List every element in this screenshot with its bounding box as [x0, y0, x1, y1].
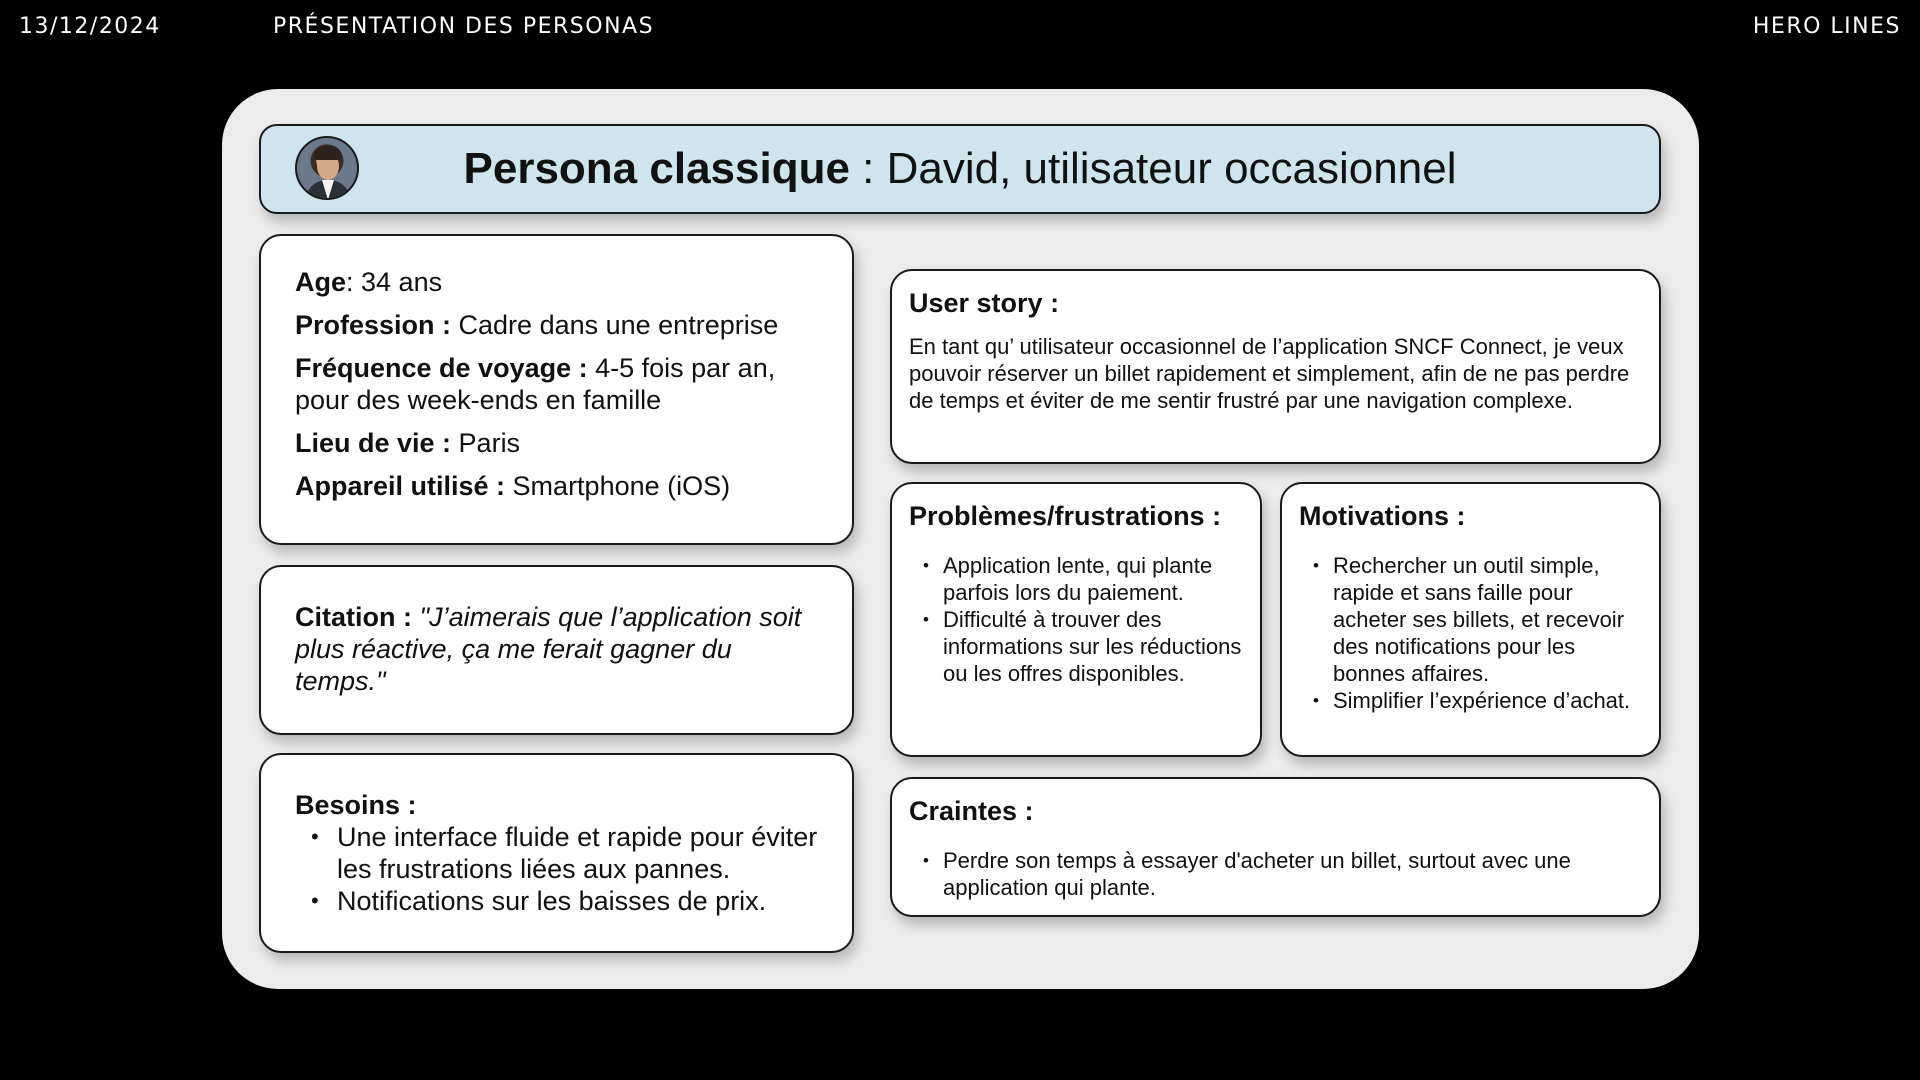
needs-card	[259, 753, 854, 953]
age-line: Age: 34 ans	[295, 267, 443, 297]
brand-name: HERO LINES	[1752, 14, 1901, 39]
list-item: • Perdre son temps à essayer d'acheter un billet, surtout avec une application qui plante.	[923, 847, 1639, 901]
persona-header	[259, 124, 1661, 214]
user-story-text: En tant qu’ utilisateur occasionnel de l’application SNCF Connect, je veux pouvoir réserver un billet rapidement et simplement, afin de ne pas perdre de temps et éviter de me sentir frustré par une navigation complexe.	[909, 334, 1630, 413]
user-story-title: User story :	[909, 288, 1060, 318]
slide-date: 13/12/2024	[19, 14, 161, 39]
fears-list	[909, 847, 1639, 901]
list-item: • Application lente, qui plante parfois lors du paiement.	[923, 552, 1248, 606]
problems-card	[890, 482, 1262, 757]
persona-title-bold: Persona classique	[463, 144, 850, 193]
user-story-card	[890, 269, 1661, 464]
motivations-title: Motivations :	[1299, 501, 1466, 531]
list-item: • Notifications sur les baisses de prix.	[311, 885, 832, 917]
frequency-line: Fréquence de voyage : 4-5 fois par an, pour des week-ends en famille	[295, 353, 776, 415]
list-item: • Simplifier l’expérience d’achat.	[1313, 687, 1647, 714]
profession-line: Profession : Cadre dans une entreprise	[295, 310, 779, 340]
needs-list	[295, 821, 832, 917]
motivations-card	[1280, 482, 1661, 757]
quote-text: "J’aimerais que l’application soit plus réactive, ça me ferait gagner du temps."	[295, 602, 802, 696]
list-item: • Difficulté à trouver des informations sur les réductions ou les offres disponibles.	[923, 606, 1248, 687]
needs-title: Besoins :	[295, 790, 417, 820]
device-line: Appareil utilisé : Smartphone (iOS)	[295, 471, 731, 501]
quote-card	[259, 565, 854, 735]
persona-title-rest: : David, utilisateur occasionnel	[849, 144, 1457, 193]
list-item: • Rechercher un outil simple, rapide et sans faille pour acheter ses billets, et recevoir des notifications pour les bonnes affaires.	[1313, 552, 1647, 687]
fears-card	[890, 777, 1661, 917]
persona-title	[261, 144, 1659, 194]
presentation-title: PRÉSENTATION DES PERSONAS	[273, 14, 655, 39]
fears-title: Craintes :	[909, 796, 1034, 826]
top-bar	[0, 14, 1920, 44]
persona-info-card	[259, 234, 854, 545]
problems-list	[909, 552, 1248, 687]
persona-panel	[222, 89, 1699, 989]
location-line: Lieu de vie : Paris	[295, 428, 521, 458]
quote-label: Citation :	[295, 602, 420, 632]
motivations-list	[1299, 552, 1647, 714]
list-item: • Une interface fluide et rapide pour éviter les frustrations liées aux pannes.	[311, 821, 832, 885]
problems-title: Problèmes/frustrations :	[909, 501, 1222, 531]
